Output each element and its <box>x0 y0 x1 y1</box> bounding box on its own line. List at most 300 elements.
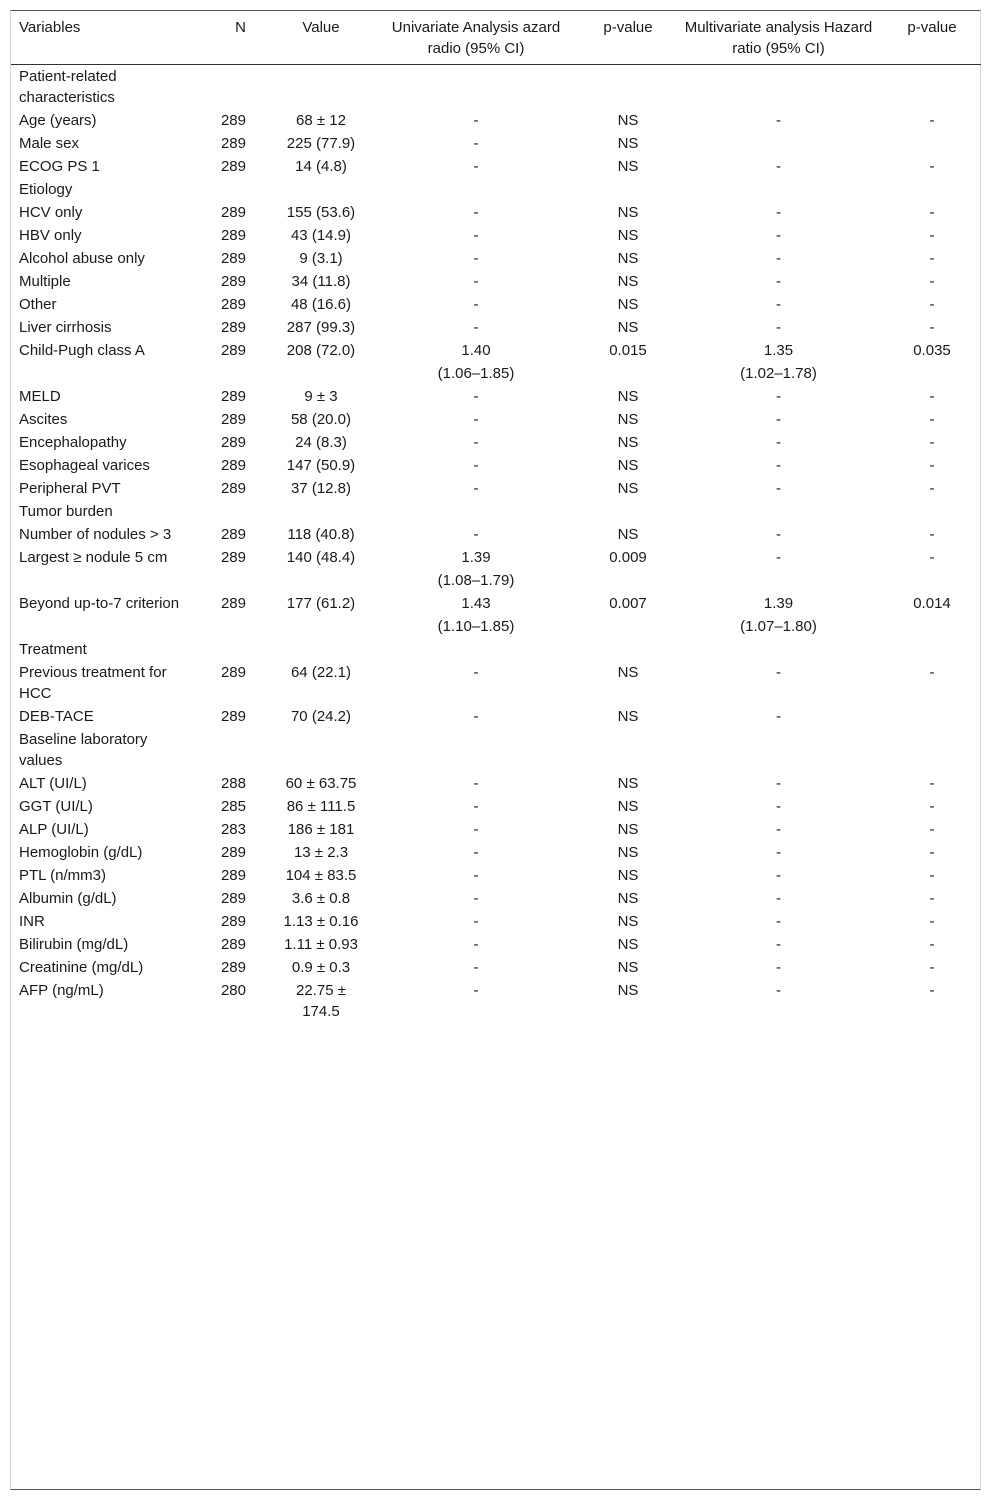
n-cell: 289 <box>220 296 246 313</box>
multivariate-hr-cell: - <box>776 798 781 815</box>
multivariate-p-cell <box>883 569 981 592</box>
value-cell <box>260 569 370 592</box>
multivariate-hr-cell <box>674 65 883 110</box>
value-cell: 3.6 ± 0.8 <box>291 890 351 907</box>
n-cell <box>194 178 260 201</box>
multivariate-p-cell: - <box>929 664 935 681</box>
variable-cell: Baseline laboratory values <box>19 731 148 769</box>
multivariate-p-cell <box>883 362 981 385</box>
multivariate-p-cell: - <box>929 890 935 907</box>
multivariate-p-cell: - <box>929 936 935 953</box>
variable-cell: DEB-TACE <box>19 708 94 725</box>
variable-cell <box>11 362 194 385</box>
value-cell: 37 (12.8) <box>290 480 352 497</box>
multivariate-p-cell <box>883 638 981 661</box>
variable-cell: Multiple <box>19 273 71 290</box>
multivariate-hr-cell <box>674 728 883 772</box>
multivariate-hr-cell: - <box>776 890 781 907</box>
variable-cell: Beyond up-to-7 criterion <box>19 595 180 612</box>
value-cell <box>260 65 370 110</box>
univariate-p-cell: NS <box>617 250 639 267</box>
multivariate-p-cell: - <box>929 319 935 336</box>
multivariate-hr-cell: - <box>776 227 781 244</box>
multivariate-p-cell: - <box>929 821 935 838</box>
univariate-hr-cell: - <box>473 388 479 405</box>
variable-cell: ECOG PS 1 <box>19 158 100 175</box>
univariate-hr-cell: 1.40 <box>461 342 491 359</box>
univariate-p-cell: NS <box>617 982 639 999</box>
multivariate-p-cell: - <box>929 549 935 566</box>
univariate-p-cell: 0.009 <box>609 549 647 566</box>
table-row <box>11 385 981 408</box>
univariate-p-cell: NS <box>617 434 639 451</box>
univariate-hr-cell: - <box>473 227 479 244</box>
univariate-hr-cell: - <box>473 821 479 838</box>
univariate-hr-cell: - <box>473 775 479 792</box>
value-cell: 225 (77.9) <box>286 135 356 152</box>
table-row <box>11 772 981 795</box>
multivariate-hr-cell: - <box>776 775 781 792</box>
value-cell: 208 (72.0) <box>286 342 356 359</box>
univariate-p-cell: NS <box>617 273 639 290</box>
univariate-hr-cell: - <box>473 250 479 267</box>
multivariate-hr-cell <box>674 178 883 201</box>
univariate-p-cell <box>582 500 674 523</box>
variable-cell: Age (years) <box>19 112 97 129</box>
multivariate-p-cell: - <box>929 158 935 175</box>
n-cell: 289 <box>220 204 246 221</box>
multivariate-p-cell: - <box>929 457 935 474</box>
multivariate-p-cell: - <box>929 204 935 221</box>
n-cell: 289 <box>220 959 246 976</box>
variable-cell: HCV only <box>19 204 83 221</box>
value-cell <box>260 638 370 661</box>
table-row <box>11 705 981 728</box>
n-cell: 289 <box>220 936 246 953</box>
univariate-p-cell: 0.007 <box>609 595 647 612</box>
table-row <box>11 979 981 1023</box>
multivariate-hr-cell: - <box>776 708 781 725</box>
univariate-p-cell: NS <box>617 708 639 725</box>
variable-cell: ALP (UI/L) <box>19 821 89 838</box>
n-cell <box>194 615 260 638</box>
n-cell: 289 <box>220 867 246 884</box>
n-cell: 289 <box>220 844 246 861</box>
multivariate-hr-cell: - <box>776 204 781 221</box>
value-cell: 24 (8.3) <box>295 434 347 451</box>
variable-cell <box>11 615 194 638</box>
univariate-hr-cell <box>370 638 582 661</box>
variable-cell: Patient-related characteristics <box>19 68 117 106</box>
multivariate-hr-cell: - <box>776 664 781 681</box>
univariate-p-cell: NS <box>617 775 639 792</box>
multivariate-hr-cell: 1.35 <box>763 342 794 359</box>
univariate-p-cell <box>582 65 674 110</box>
variable-cell: Ascites <box>19 411 68 428</box>
n-cell: 289 <box>220 273 246 290</box>
results-table <box>11 11 981 1023</box>
multivariate-p-cell <box>883 500 981 523</box>
table-row <box>11 615 981 638</box>
univariate-hr-cell <box>370 178 582 201</box>
variable-cell: Treatment <box>19 641 87 658</box>
multivariate-hr-cell <box>674 500 883 523</box>
n-cell <box>194 569 260 592</box>
univariate-p-cell: NS <box>617 158 639 175</box>
variable-cell: Liver cirrhosis <box>19 319 112 336</box>
n-cell: 289 <box>220 913 246 930</box>
n-cell: 289 <box>220 526 246 543</box>
n-cell: 289 <box>220 480 246 497</box>
variable-cell: Peripheral PVT <box>19 480 121 497</box>
variable-cell: Male sex <box>19 135 80 152</box>
multivariate-p-cell: - <box>929 250 935 267</box>
multivariate-hr-cell: - <box>776 388 781 405</box>
univariate-p-cell: NS <box>617 296 639 313</box>
table-row <box>11 270 981 293</box>
header-value: Value <box>260 11 370 65</box>
multivariate-hr-cell: - <box>776 158 781 175</box>
multivariate-hr-cell: - <box>776 867 781 884</box>
table-row <box>11 155 981 178</box>
univariate-p-cell <box>582 569 674 592</box>
header-univariate-hr: Univariate Analysis azard radio (95% CI) <box>370 11 582 65</box>
variable-cell: Number of nodules > 3 <box>19 526 172 543</box>
n-cell: 289 <box>220 250 246 267</box>
value-cell <box>260 500 370 523</box>
value-cell: 43 (14.9) <box>290 227 352 244</box>
value-cell: 1.13 ± 0.16 <box>283 913 359 930</box>
value-cell: 9 ± 3 <box>304 388 338 405</box>
univariate-hr-cell: - <box>473 319 479 336</box>
multivariate-hr-cell <box>674 132 883 155</box>
univariate-hr-cell: 1.39 <box>461 549 491 566</box>
variable-cell: Largest ≥ nodule 5 cm <box>19 549 168 566</box>
univariate-p-cell: NS <box>617 798 639 815</box>
multivariate-p-cell: - <box>929 775 935 792</box>
table-row <box>11 841 981 864</box>
n-cell: 283 <box>220 821 246 838</box>
univariate-p-cell: NS <box>617 457 639 474</box>
n-cell <box>194 638 260 661</box>
value-cell: 155 (53.6) <box>286 204 356 221</box>
table-row <box>11 201 981 224</box>
table-row <box>11 569 981 592</box>
multivariate-hr-cell: - <box>776 112 781 129</box>
univariate-hr-cell: - <box>473 273 479 290</box>
multivariate-p-cell <box>883 132 981 155</box>
multivariate-p-cell: - <box>929 798 935 815</box>
n-cell: 289 <box>220 549 246 566</box>
value-cell: 9 (3.1) <box>299 250 343 267</box>
multivariate-hr-cell: - <box>776 434 781 451</box>
univariate-hr-cell: - <box>473 112 479 129</box>
univariate-hr-cell: - <box>473 204 479 221</box>
table-row <box>11 638 981 661</box>
multivariate-hr-cell: - <box>776 457 781 474</box>
value-cell: 22.75 ± 174.5 <box>296 982 346 1020</box>
univariate-hr-cell: (1.06–1.85) <box>437 365 515 382</box>
univariate-p-cell: NS <box>617 867 639 884</box>
univariate-p-cell: NS <box>617 227 639 244</box>
header-univariate-p: p-value <box>582 11 674 65</box>
univariate-hr-cell: (1.08–1.79) <box>437 572 515 589</box>
value-cell: 140 (48.4) <box>286 549 356 566</box>
univariate-hr-cell: - <box>473 526 479 543</box>
variable-cell <box>11 569 194 592</box>
variable-cell: Previous treatment for HCC <box>19 664 167 702</box>
univariate-p-cell: NS <box>617 411 639 428</box>
n-cell: 285 <box>220 798 246 815</box>
value-cell: 287 (99.3) <box>286 319 356 336</box>
table-row <box>11 293 981 316</box>
univariate-hr-cell: - <box>473 867 479 884</box>
univariate-p-cell <box>582 615 674 638</box>
table-row <box>11 316 981 339</box>
univariate-p-cell: NS <box>617 664 639 681</box>
value-cell: 48 (16.6) <box>290 296 352 313</box>
header-n: N <box>194 11 260 65</box>
table-row <box>11 546 981 569</box>
multivariate-p-cell: - <box>929 867 935 884</box>
table-row <box>11 864 981 887</box>
table-row <box>11 795 981 818</box>
multivariate-hr-cell: - <box>776 526 781 543</box>
univariate-hr-cell: - <box>473 664 479 681</box>
value-cell: 118 (40.8) <box>287 526 355 543</box>
n-cell: 289 <box>220 227 246 244</box>
multivariate-hr-cell <box>674 638 883 661</box>
n-cell: 289 <box>220 595 246 612</box>
multivariate-p-cell: - <box>929 434 935 451</box>
univariate-p-cell: NS <box>617 204 639 221</box>
univariate-p-cell: NS <box>617 135 639 152</box>
multivariate-hr-cell: (1.02–1.78) <box>740 365 817 382</box>
multivariate-p-cell <box>883 178 981 201</box>
value-cell: 34 (11.8) <box>291 273 351 290</box>
univariate-p-cell: NS <box>617 959 639 976</box>
value-cell: 104 ± 83.5 <box>285 867 357 884</box>
multivariate-hr-cell <box>674 569 883 592</box>
header-variables: Variables <box>11 11 194 65</box>
univariate-p-cell: NS <box>617 526 639 543</box>
multivariate-p-cell <box>883 65 981 110</box>
table-row <box>11 109 981 132</box>
table-row <box>11 247 981 270</box>
multivariate-p-cell: - <box>929 388 935 405</box>
multivariate-p-cell: - <box>929 913 935 930</box>
multivariate-hr-cell: (1.07–1.80) <box>740 618 817 635</box>
univariate-hr-cell: - <box>473 844 479 861</box>
table-row <box>11 818 981 841</box>
table-row <box>11 956 981 979</box>
univariate-p-cell: NS <box>617 913 639 930</box>
n-cell: 289 <box>220 135 246 152</box>
univariate-p-cell: NS <box>617 890 639 907</box>
multivariate-hr-cell: - <box>776 319 781 336</box>
multivariate-p-cell: 0.014 <box>913 595 951 612</box>
table-row <box>11 362 981 385</box>
n-cell: 280 <box>220 982 246 999</box>
n-cell: 289 <box>220 388 246 405</box>
variable-cell: ALT (UI/L) <box>19 775 87 792</box>
multivariate-p-cell: - <box>929 296 935 313</box>
multivariate-p-cell: - <box>929 273 935 290</box>
univariate-p-cell: NS <box>617 821 639 838</box>
variable-cell: Creatinine (mg/dL) <box>19 959 144 976</box>
table-row <box>11 523 981 546</box>
value-cell <box>260 178 370 201</box>
univariate-hr-cell: - <box>473 913 479 930</box>
univariate-p-cell: NS <box>617 319 639 336</box>
n-cell: 289 <box>220 890 246 907</box>
univariate-hr-cell: - <box>473 798 479 815</box>
table-row <box>11 178 981 201</box>
table-row <box>11 477 981 500</box>
multivariate-hr-cell: - <box>776 296 781 313</box>
multivariate-p-cell <box>883 705 981 728</box>
n-cell <box>194 728 260 772</box>
univariate-hr-cell: - <box>473 982 479 999</box>
value-cell: 1.11 ± 0.93 <box>284 936 358 953</box>
univariate-p-cell <box>582 728 674 772</box>
multivariate-hr-cell: - <box>776 411 781 428</box>
univariate-hr-cell: - <box>473 135 479 152</box>
univariate-p-cell: NS <box>617 388 639 405</box>
univariate-p-cell: NS <box>617 844 639 861</box>
univariate-hr-cell: - <box>473 959 479 976</box>
table-row <box>11 454 981 477</box>
n-cell <box>194 65 260 110</box>
table-row <box>11 887 981 910</box>
univariate-p-cell: 0.015 <box>609 342 647 359</box>
variable-cell: AFP (ng/mL) <box>19 982 104 999</box>
univariate-hr-cell: - <box>473 457 479 474</box>
multivariate-hr-cell: 1.39 <box>763 595 794 612</box>
univariate-hr-cell <box>370 728 582 772</box>
value-cell: 68 ± 12 <box>296 112 346 129</box>
table-row <box>11 933 981 956</box>
multivariate-p-cell: 0.035 <box>913 342 951 359</box>
univariate-hr-cell <box>370 65 582 110</box>
multivariate-hr-cell: - <box>776 844 781 861</box>
multivariate-hr-cell: - <box>776 480 781 497</box>
multivariate-hr-cell: - <box>776 273 781 290</box>
n-cell: 289 <box>220 434 246 451</box>
variable-cell: Albumin (g/dL) <box>19 890 117 907</box>
variable-cell: PTL (n/mm3) <box>19 867 106 884</box>
univariate-p-cell: NS <box>617 936 639 953</box>
table-row <box>11 224 981 247</box>
univariate-hr-cell: - <box>473 296 479 313</box>
value-cell: 0.9 ± 0.3 <box>291 959 351 976</box>
variable-cell: Encephalopathy <box>19 434 127 451</box>
value-cell: 14 (4.8) <box>295 158 347 175</box>
variable-cell: GGT (UI/L) <box>19 798 93 815</box>
univariate-hr-cell: - <box>473 158 479 175</box>
multivariate-p-cell: - <box>929 480 935 497</box>
table-row <box>11 65 981 110</box>
multivariate-hr-cell: - <box>776 982 781 999</box>
table-row <box>11 910 981 933</box>
variable-cell: Other <box>19 296 57 313</box>
value-cell: 186 ± 181 <box>287 821 355 838</box>
multivariate-hr-cell: - <box>776 821 781 838</box>
n-cell: 289 <box>220 457 246 474</box>
univariate-p-cell <box>582 362 674 385</box>
univariate-hr-cell: (1.10–1.85) <box>437 618 515 635</box>
variable-cell: Tumor burden <box>19 503 113 520</box>
n-cell: 289 <box>220 158 246 175</box>
table-row <box>11 431 981 454</box>
multivariate-p-cell: - <box>929 959 935 976</box>
univariate-p-cell <box>582 178 674 201</box>
univariate-hr-cell: - <box>473 936 479 953</box>
header-row <box>11 11 981 65</box>
value-cell: 177 (61.2) <box>286 595 356 612</box>
multivariate-p-cell: - <box>929 112 935 129</box>
multivariate-p-cell: - <box>929 844 935 861</box>
univariate-hr-cell: - <box>473 434 479 451</box>
table-row <box>11 132 981 155</box>
table-row <box>11 408 981 431</box>
multivariate-hr-cell: - <box>776 549 781 566</box>
n-cell: 289 <box>220 708 246 725</box>
n-cell: 289 <box>220 319 246 336</box>
variable-cell: Esophageal varices <box>19 457 150 474</box>
univariate-hr-cell: - <box>473 411 479 428</box>
variable-cell: Alcohol abuse only <box>19 250 145 267</box>
multivariate-p-cell: - <box>929 227 935 244</box>
n-cell: 289 <box>220 342 246 359</box>
multivariate-p-cell <box>883 728 981 772</box>
table-row <box>11 728 981 772</box>
multivariate-p-cell: - <box>929 982 935 999</box>
value-cell <box>260 615 370 638</box>
value-cell: 13 ± 2.3 <box>293 844 349 861</box>
univariate-p-cell: NS <box>617 480 639 497</box>
variable-cell: INR <box>19 913 45 930</box>
univariate-hr-cell: - <box>473 890 479 907</box>
value-cell: 58 (20.0) <box>290 411 352 428</box>
n-cell: 289 <box>220 112 246 129</box>
multivariate-hr-cell: - <box>776 936 781 953</box>
univariate-p-cell: NS <box>617 112 639 129</box>
n-cell: 288 <box>220 775 246 792</box>
table-row <box>11 339 981 362</box>
univariate-hr-cell: - <box>473 480 479 497</box>
univariate-p-cell <box>582 638 674 661</box>
value-cell: 147 (50.9) <box>286 457 356 474</box>
multivariate-hr-cell: - <box>776 913 781 930</box>
variable-cell: MELD <box>19 388 61 405</box>
n-cell <box>194 362 260 385</box>
table-row <box>11 500 981 523</box>
n-cell: 289 <box>220 411 246 428</box>
value-cell: 86 ± 111.5 <box>286 798 356 815</box>
header-multivariate-hr: Multivariate analysis Hazard ratio (95% CI) <box>674 11 883 65</box>
value-cell: 70 (24.2) <box>290 708 352 725</box>
n-cell: 289 <box>220 664 246 681</box>
univariate-hr-cell <box>370 500 582 523</box>
variable-cell: Hemoglobin (g/dL) <box>19 844 143 861</box>
table-row <box>11 592 981 615</box>
table-row <box>11 661 981 705</box>
value-cell <box>260 728 370 772</box>
variable-cell: Child-Pugh class A <box>19 342 145 359</box>
univariate-hr-cell: 1.43 <box>461 595 491 612</box>
value-cell <box>260 362 370 385</box>
